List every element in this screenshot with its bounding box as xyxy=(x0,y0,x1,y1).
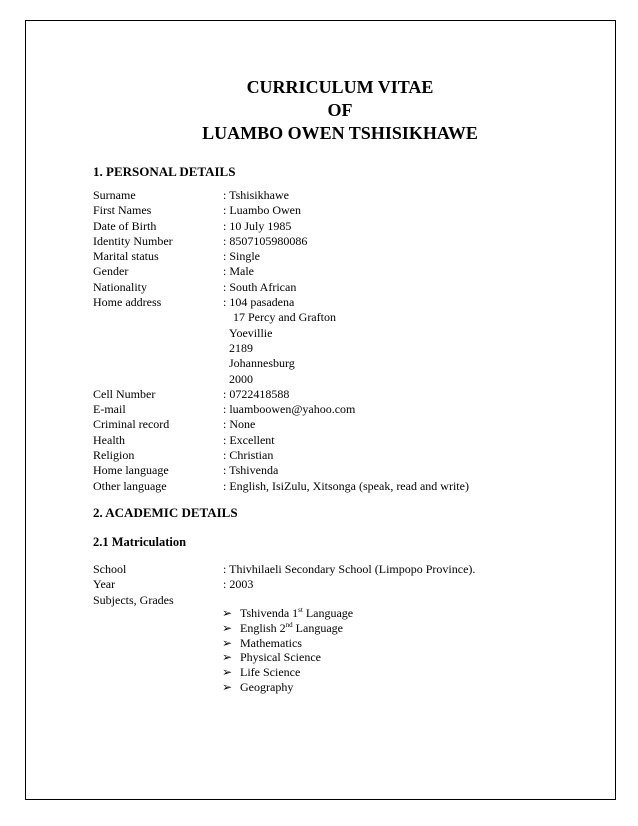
detail-row-gender xyxy=(93,264,469,279)
address-line: 17 Percy and Grafton xyxy=(233,310,336,325)
cv-title xyxy=(0,76,638,145)
address-line: 2000 xyxy=(229,371,253,386)
detail-label: Year xyxy=(93,577,116,592)
detail-value: : 104 pasadena xyxy=(223,295,295,310)
detail-label: Identity Number xyxy=(93,233,173,248)
detail-value: : English, IsiZulu, Xitsonga (speak, read and write) xyxy=(223,478,469,493)
arrow-bullet-icon: ➢ xyxy=(222,665,233,680)
detail-row-home-language xyxy=(93,463,469,478)
list-item xyxy=(222,621,353,636)
subject-name: Tshivenda 1st Language xyxy=(240,606,354,620)
detail-row-other-language xyxy=(93,479,469,494)
list-item xyxy=(222,606,353,621)
detail-row-surname xyxy=(93,188,469,203)
subject-name: Physical Science xyxy=(240,650,321,665)
detail-value: : Thivhilaeli Secondary School (Limpopo Province). xyxy=(223,562,476,576)
detail-label: School xyxy=(93,562,127,576)
detail-value: : Luambo Owen xyxy=(223,203,301,218)
title-line-3: LUAMBO OWEN TSHISIKHAWE xyxy=(202,123,478,143)
subject-name: Geography xyxy=(240,679,294,694)
detail-row-school xyxy=(93,562,475,577)
detail-value: : Christian xyxy=(223,448,274,463)
detail-row-religion xyxy=(93,448,469,463)
personal-details-heading: 1. PERSONAL DETAILS xyxy=(93,164,236,179)
detail-value: : Male xyxy=(223,264,254,279)
subject-name: Mathematics xyxy=(240,635,302,650)
detail-row-criminal-record xyxy=(93,417,469,432)
detail-label: Date of Birth xyxy=(93,218,157,233)
detail-label: Criminal record xyxy=(93,417,170,432)
detail-label: Gender xyxy=(93,264,129,279)
subjects-list xyxy=(222,606,353,695)
detail-value: : Excellent xyxy=(223,432,275,447)
detail-value: : Tshisikhawe xyxy=(223,188,289,202)
detail-row-first-names xyxy=(93,203,469,218)
detail-label: Home language xyxy=(93,463,169,478)
detail-label: Marital status xyxy=(93,249,159,264)
detail-value: : Tshivenda xyxy=(223,463,279,478)
detail-value: : South African xyxy=(223,279,297,294)
detail-row-marital-status xyxy=(93,249,469,264)
detail-row-email xyxy=(93,402,469,417)
detail-label: Surname xyxy=(93,188,136,202)
address-line: Yoevillie xyxy=(229,325,273,340)
personal-details-list xyxy=(93,188,469,494)
detail-value: : 8507105980086 xyxy=(223,233,308,248)
detail-label: Cell Number xyxy=(93,386,156,401)
detail-row-home-address xyxy=(93,295,469,310)
title-line-1: CURRICULUM VITAE xyxy=(246,77,434,97)
detail-row-date-of-birth xyxy=(93,219,469,234)
list-item xyxy=(222,636,353,651)
detail-value: : 2003 xyxy=(223,577,254,592)
detail-label: Other language xyxy=(93,478,167,493)
subject-name: English 2nd Language xyxy=(240,620,343,635)
academic-details-heading: 2. ACADEMIC DETAILS xyxy=(93,505,238,520)
detail-value: : luamboowen@yahoo.com xyxy=(223,402,356,417)
detail-value: : 0722418588 xyxy=(223,386,290,401)
address-line: Johannesburg xyxy=(229,356,295,371)
detail-label: E-mail xyxy=(93,402,126,417)
detail-row-health xyxy=(93,433,469,448)
detail-value: : Single xyxy=(223,249,261,264)
arrow-bullet-icon: ➢ xyxy=(222,620,233,635)
arrow-bullet-icon: ➢ xyxy=(222,650,233,665)
address-line: 2189 xyxy=(229,340,253,355)
matriculation-list xyxy=(93,562,475,608)
detail-label: Health xyxy=(93,432,125,447)
list-item xyxy=(222,665,353,680)
list-item xyxy=(222,680,353,695)
detail-label: Subjects, Grades xyxy=(93,592,174,607)
detail-row-cell-number xyxy=(93,387,469,402)
subject-name: Life Science xyxy=(240,665,301,680)
detail-value: : 10 July 1985 xyxy=(223,218,292,233)
detail-row-year xyxy=(93,577,475,592)
matriculation-heading: 2.1 Matriculation xyxy=(93,535,187,549)
title-line-2: OF xyxy=(327,100,353,120)
list-item xyxy=(222,650,353,665)
detail-label: First Names xyxy=(93,203,152,218)
detail-label: Religion xyxy=(93,448,135,463)
arrow-bullet-icon: ➢ xyxy=(222,679,233,694)
arrow-bullet-icon: ➢ xyxy=(222,606,233,620)
arrow-bullet-icon: ➢ xyxy=(222,635,233,650)
detail-label: Home address xyxy=(93,295,162,310)
detail-row-nationality xyxy=(93,280,469,295)
detail-row-identity-number xyxy=(93,234,469,249)
detail-label: Nationality xyxy=(93,279,147,294)
detail-value: : None xyxy=(223,417,256,432)
